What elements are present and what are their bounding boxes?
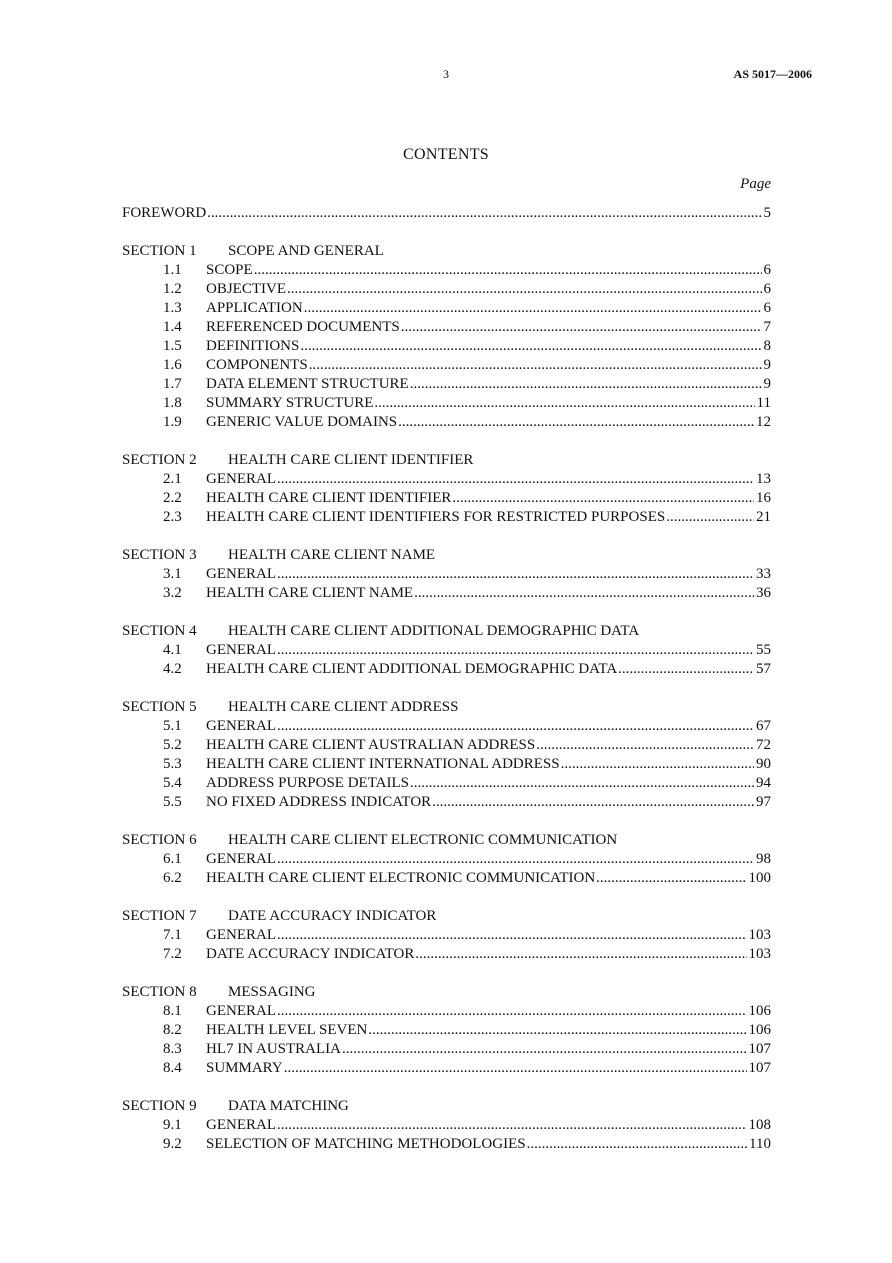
toc-entry-page: 67 [756, 718, 771, 734]
section-heading[interactable] [122, 451, 771, 470]
toc-entry-page: 98 [756, 851, 771, 867]
dot-leader [309, 356, 762, 375]
toc-entry-number: 1.9 [163, 414, 182, 430]
toc-entry-label: GENERAL [206, 566, 276, 582]
toc-entry-page: 9 [763, 357, 771, 373]
toc-entry[interactable] [122, 1040, 771, 1059]
toc-entry-number: 2.3 [163, 509, 182, 525]
toc-entry-label: SUMMARY [206, 1060, 283, 1076]
dot-leader [561, 755, 754, 774]
section-heading[interactable] [122, 622, 771, 641]
dot-leader [618, 660, 754, 679]
toc-entry-label: GENERAL [206, 718, 276, 734]
toc-entry-label: GENERAL [206, 927, 276, 943]
toc-entry[interactable] [122, 584, 771, 603]
toc-entry-label: SUMMARY STRUCTURE [206, 395, 374, 411]
toc-entry-page: 13 [756, 471, 771, 487]
toc-entry-page: 8 [763, 338, 771, 354]
toc-entry-number: 1.2 [163, 281, 182, 297]
toc-entry-number: 2.1 [163, 471, 182, 487]
toc-entry-label: HEALTH CARE CLIENT ADDITIONAL DEMOGRAPHIC DATA [206, 661, 618, 677]
toc-entry-number: 1.6 [163, 357, 182, 373]
toc-entry-number: 1.4 [163, 319, 182, 335]
document-id: AS 5017—2006 [733, 67, 812, 81]
dot-leader [410, 375, 762, 394]
toc-entry-number: 8.4 [163, 1060, 182, 1076]
toc-entry-page: 72 [756, 737, 771, 753]
dot-leader [452, 489, 754, 508]
dot-leader [432, 793, 754, 812]
dot-leader [277, 1002, 747, 1021]
toc-entry-number: 8.1 [163, 1003, 182, 1019]
dot-leader [666, 508, 754, 527]
toc-entry-number: 3.1 [163, 566, 182, 582]
toc-entry-number: 4.2 [163, 661, 182, 677]
toc-entry-number: 1.8 [163, 395, 182, 411]
dot-leader [277, 470, 754, 489]
toc-entry-label: HEALTH CARE CLIENT IDENTIFIER [206, 490, 452, 506]
toc-entry-label: HEALTH CARE CLIENT NAME [206, 585, 414, 601]
dot-leader [300, 337, 761, 356]
toc-entry-number: 1.1 [163, 262, 182, 278]
toc-section [122, 698, 771, 812]
toc-entry[interactable] [122, 660, 771, 679]
toc-entry-page: 33 [756, 566, 771, 582]
toc-entry-label: APPLICATION [206, 300, 303, 316]
toc-entry-label: DATE ACCURACY INDICATOR [206, 946, 415, 962]
section-number: SECTION 7 [122, 908, 197, 924]
toc-entry-label: REFERENCED DOCUMENTS [206, 319, 400, 335]
toc-entry[interactable] [122, 318, 771, 337]
toc-entry[interactable] [122, 774, 771, 793]
toc-entry-label: NO FIXED ADDRESS INDICATOR [206, 794, 432, 810]
dot-leader [596, 869, 746, 888]
toc-entry-number: 5.2 [163, 737, 182, 753]
toc-entry-number: 7.1 [163, 927, 182, 943]
toc-entry-page: 16 [756, 490, 771, 506]
section-title: SCOPE AND GENERAL [228, 243, 384, 259]
dot-leader [207, 204, 761, 223]
toc-entry-label: DEFINITIONS [206, 338, 300, 354]
toc-entry-page: 107 [748, 1041, 771, 1057]
dot-leader [277, 565, 754, 584]
toc-entry[interactable] [122, 1021, 771, 1040]
dot-leader [284, 1059, 747, 1078]
section-title: HEALTH CARE CLIENT ADDRESS [228, 699, 459, 715]
toc-entry-label: DATA ELEMENT STRUCTURE [206, 376, 409, 392]
toc-entry-page: 103 [748, 927, 771, 943]
toc-entry-label: HEALTH CARE CLIENT ELECTRONIC COMMUNICATION [206, 870, 596, 886]
section-title: HEALTH CARE CLIENT ADDITIONAL DEMOGRAPHIC DATA [228, 623, 640, 639]
toc-entry-label: OBJECTIVE [206, 281, 286, 297]
toc-entry-number: 9.1 [163, 1117, 182, 1133]
toc-entry[interactable] [122, 413, 771, 432]
dot-leader [527, 1135, 747, 1154]
toc-entry-number: 6.2 [163, 870, 182, 886]
toc-entry[interactable] [122, 736, 771, 755]
section-number: SECTION 3 [122, 547, 197, 563]
toc-entry-number: 4.1 [163, 642, 182, 658]
section-title: HEALTH CARE CLIENT ELECTRONIC COMMUNICATION [228, 832, 618, 848]
toc-entry[interactable] [122, 850, 771, 869]
toc-entry-label: GENERAL [206, 1003, 276, 1019]
dot-leader [536, 736, 754, 755]
toc-entry-page: 108 [748, 1117, 771, 1133]
section-heading[interactable] [122, 242, 771, 261]
toc-entry[interactable] [122, 356, 771, 375]
section-number: SECTION 2 [122, 452, 197, 468]
toc-section [122, 546, 771, 603]
toc-section [122, 451, 771, 527]
toc-entry-page: 12 [756, 414, 771, 430]
toc-entry-label: HEALTH CARE CLIENT IDENTIFIERS FOR RESTRICTED PURPOSES [206, 509, 666, 525]
section-title: DATE ACCURACY INDICATOR [228, 908, 437, 924]
toc-entry-number: 1.5 [163, 338, 182, 354]
dot-leader [277, 850, 754, 869]
page-column-label: Page [740, 176, 771, 192]
toc-section [122, 983, 771, 1078]
toc-entry-label: GENERAL [206, 1117, 276, 1133]
dot-leader [254, 261, 762, 280]
toc-entry-number: 5.4 [163, 775, 182, 791]
toc-entry-label: GENERAL [206, 642, 276, 658]
toc-entry-page: 6 [763, 262, 771, 278]
toc-title: CONTENTS [403, 146, 489, 163]
section-title: HEALTH CARE CLIENT NAME [228, 547, 436, 563]
toc-entry-number: 6.1 [163, 851, 182, 867]
toc-entry[interactable] [122, 945, 771, 964]
toc-entry-foreword[interactable] [122, 204, 771, 223]
toc-entry-number: 5.1 [163, 718, 182, 734]
toc-entry-page: 90 [756, 756, 771, 772]
section-heading[interactable] [122, 698, 771, 717]
toc-entry-label: HEALTH CARE CLIENT INTERNATIONAL ADDRESS [206, 756, 560, 772]
toc-entry-number: 1.3 [163, 300, 182, 316]
dot-leader [277, 926, 747, 945]
toc-entry-page: 57 [756, 661, 771, 677]
toc-entry[interactable] [122, 869, 771, 888]
toc-entry-page: 36 [756, 585, 771, 601]
toc-entry-page: 97 [756, 794, 771, 810]
section-heading[interactable] [122, 907, 771, 926]
dot-leader [342, 1040, 747, 1059]
dot-leader [304, 299, 762, 318]
toc-entry[interactable] [122, 394, 771, 413]
section-number: SECTION 8 [122, 984, 197, 1000]
toc-entry-number: 3.2 [163, 585, 182, 601]
toc-entry-label: HL7 IN AUSTRALIA [206, 1041, 341, 1057]
toc-entry-page: 106 [748, 1022, 771, 1038]
section-title: DATA MATCHING [228, 1098, 349, 1114]
toc-section [122, 907, 771, 964]
toc-entry-page: 55 [756, 642, 771, 658]
section-title: HEALTH CARE CLIENT IDENTIFIER [228, 452, 474, 468]
toc-entry-number: 8.3 [163, 1041, 182, 1057]
dot-leader [277, 641, 754, 660]
dot-leader [368, 1021, 746, 1040]
section-heading[interactable] [122, 983, 771, 1002]
toc-sections [122, 242, 771, 1154]
toc-entry[interactable] [122, 717, 771, 736]
toc-entry[interactable] [122, 375, 771, 394]
toc-entry-page: 107 [748, 1060, 771, 1076]
toc-entry[interactable] [122, 641, 771, 660]
dot-leader [277, 1116, 747, 1135]
toc-entry-page: 11 [756, 395, 771, 411]
toc-entry[interactable] [122, 508, 771, 527]
toc-entry-number: 2.2 [163, 490, 182, 506]
dot-leader [287, 280, 762, 299]
dot-leader [374, 394, 754, 413]
toc-section [122, 622, 771, 679]
toc-entry-label: SCOPE [206, 262, 253, 278]
toc-entry-page: 5 [763, 205, 771, 221]
toc-entry-page: 110 [749, 1136, 771, 1152]
toc-entry-number: 5.3 [163, 756, 182, 772]
toc-entry-label: COMPONENTS [206, 357, 308, 373]
toc-entry[interactable] [122, 261, 771, 280]
toc-entry[interactable] [122, 1116, 771, 1135]
dot-leader [277, 717, 754, 736]
toc-entry-label: ADDRESS PURPOSE DETAILS [206, 775, 409, 791]
section-title: MESSAGING [228, 984, 316, 1000]
toc-entry-number: 1.7 [163, 376, 182, 392]
toc-entry[interactable] [122, 1059, 771, 1078]
toc-entry-label: GENERAL [206, 851, 276, 867]
toc-entry[interactable] [122, 793, 771, 812]
toc-entry-number: 9.2 [163, 1136, 182, 1152]
toc-entry-page: 6 [763, 300, 771, 316]
section-heading[interactable] [122, 831, 771, 850]
dot-leader [410, 774, 754, 793]
toc-entry[interactable] [122, 470, 771, 489]
toc-entry[interactable] [122, 280, 771, 299]
toc-entry[interactable] [122, 489, 771, 508]
toc-entry[interactable] [122, 755, 771, 774]
dot-leader [414, 584, 754, 603]
toc-entry-label: HEALTH CARE CLIENT AUSTRALIAN ADDRESS [206, 737, 536, 753]
section-heading[interactable] [122, 546, 771, 565]
dot-leader [401, 318, 762, 337]
toc-entry[interactable] [122, 1002, 771, 1021]
toc-entry-label: SELECTION OF MATCHING METHODOLOGIES [206, 1136, 526, 1152]
table-of-contents [122, 204, 771, 1154]
toc-entry-label: FOREWORD [122, 205, 207, 221]
toc-entry-label: GENERIC VALUE DOMAINS [206, 414, 398, 430]
toc-entry-page: 100 [748, 870, 771, 886]
toc-entry-number: 7.2 [163, 946, 182, 962]
toc-entry-page: 103 [748, 946, 771, 962]
section-number: SECTION 6 [122, 832, 197, 848]
toc-entry-number: 5.5 [163, 794, 182, 810]
toc-entry[interactable] [122, 299, 771, 318]
toc-entry-label: GENERAL [206, 471, 276, 487]
toc-entry-page: 9 [763, 376, 771, 392]
toc-section [122, 1097, 771, 1154]
dot-leader [398, 413, 754, 432]
section-number: SECTION 4 [122, 623, 197, 639]
section-number: SECTION 9 [122, 1098, 197, 1114]
toc-entry-page: 7 [763, 319, 771, 335]
toc-entry-page: 106 [748, 1003, 771, 1019]
toc-entry[interactable] [122, 926, 771, 945]
section-heading[interactable] [122, 1097, 771, 1116]
toc-section [122, 831, 771, 888]
page-number: 3 [443, 67, 449, 81]
toc-entry[interactable] [122, 1135, 771, 1154]
toc-entry[interactable] [122, 337, 771, 356]
toc-entry-label: HEALTH LEVEL SEVEN [206, 1022, 368, 1038]
toc-entry-number: 8.2 [163, 1022, 182, 1038]
section-number: SECTION 5 [122, 699, 197, 715]
section-number: SECTION 1 [122, 243, 197, 259]
toc-entry-page: 94 [756, 775, 771, 791]
toc-entry[interactable] [122, 565, 771, 584]
toc-entry-page: 21 [756, 509, 771, 525]
toc-entry-page: 6 [763, 281, 771, 297]
dot-leader [415, 945, 746, 964]
toc-section [122, 242, 771, 432]
